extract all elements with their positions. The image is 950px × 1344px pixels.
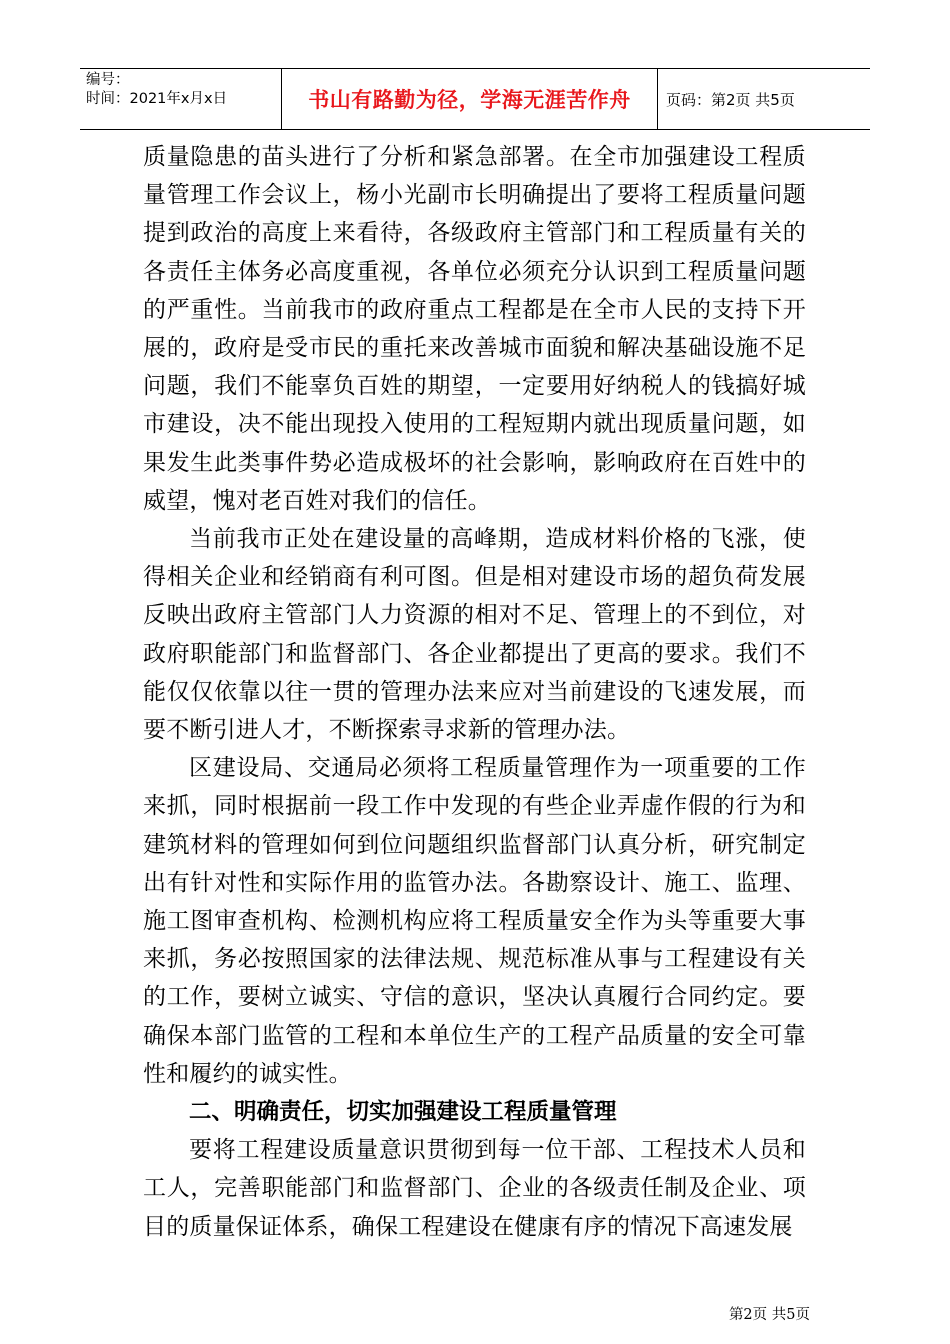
paragraph: 要将工程建设质量意识贯彻到每一位干部、工程技术人员和工人，完善职能部门和监督部门、企业的各级责任制及企业、项目的质量保证体系，确保工程建设在健康有序的情况下高速发展 [143, 1137, 806, 1240]
paragraph: 质量隐患的苗头进行了分析和紧急部署。在全市加强建设工程质量管理工作会议上，杨小光副市长明确提出了要将工程质量问题提到政治的高度上来看待，各级政府主管部门和工程质量有关的各责任主体务必高度重视，各单位必须充分认识到工程质量问题的严重性。当前我市的政府重点工程都是在全市人民的支持下开展的，政府是受市民的重托来改善城市面貌和解决基础设施不足问题，我们不能辜负百姓的期望，一定要用好纳税人的钱搞好城市建设，决不能出现投入使用的工程短期内就出现质量问题，如果发生此类事件势必造成极坏的社会影响，影响政府在百姓中的威望，愧对老百姓对我们的信任。 [143, 144, 806, 514]
section-heading: 二、明确责任，切实加强建设工程质量管理 [189, 1099, 617, 1126]
doc-number-label: 编号： [86, 72, 130, 88]
document-body [143, 138, 806, 1246]
header-motto-cell [282, 69, 658, 129]
header-page-info: 页码：第2页 共5页 [666, 90, 795, 109]
paragraph: 区建设局、交通局必须将工程质量管理作为一项重要的工作来抓，同时根据前一段工作中发现的有些企业弄虚作假的行为和建筑材料的管理如何到位问题组织监督部门认真分析，研究制定出有针对性和实际作用的监管办法。各勘察设计、施工、监理、施工图审查机构、检测机构应将工程质量安全作为头等重要大事来抓，务必按照国家的法律法规、规范标准从事与工程建设有关的工作，要树立诚实、守信的意识，坚决认真履行合同约定。要确保本部门监管的工程和本单位生产的工程产品质量的安全可靠性和履约的诚实性。 [143, 755, 806, 1087]
paragraph: 当前我市正处在建设量的高峰期，造成材料价格的飞涨，使得相关企业和经销商有利可图。但是相对建设市场的超负荷发展反映出政府主管部门人力资源的相对不足、管理上的不到位，对政府职能部门和监督部门、各企业都提出了更高的要求。我们不能仅仅依靠以往一贯的管理办法来应对当前建设的飞速发展，而要不断引进人才，不断探索寻求新的管理办法。 [143, 526, 806, 744]
header-meta [80, 69, 282, 129]
page-footer: 第2页 共5页 [728, 1307, 810, 1323]
header-motto: 书山有路勤为径，学海无涯苦作舟 [308, 88, 631, 112]
page-header [80, 68, 870, 130]
time-label: 时间：2021年x月x日 [86, 91, 228, 107]
